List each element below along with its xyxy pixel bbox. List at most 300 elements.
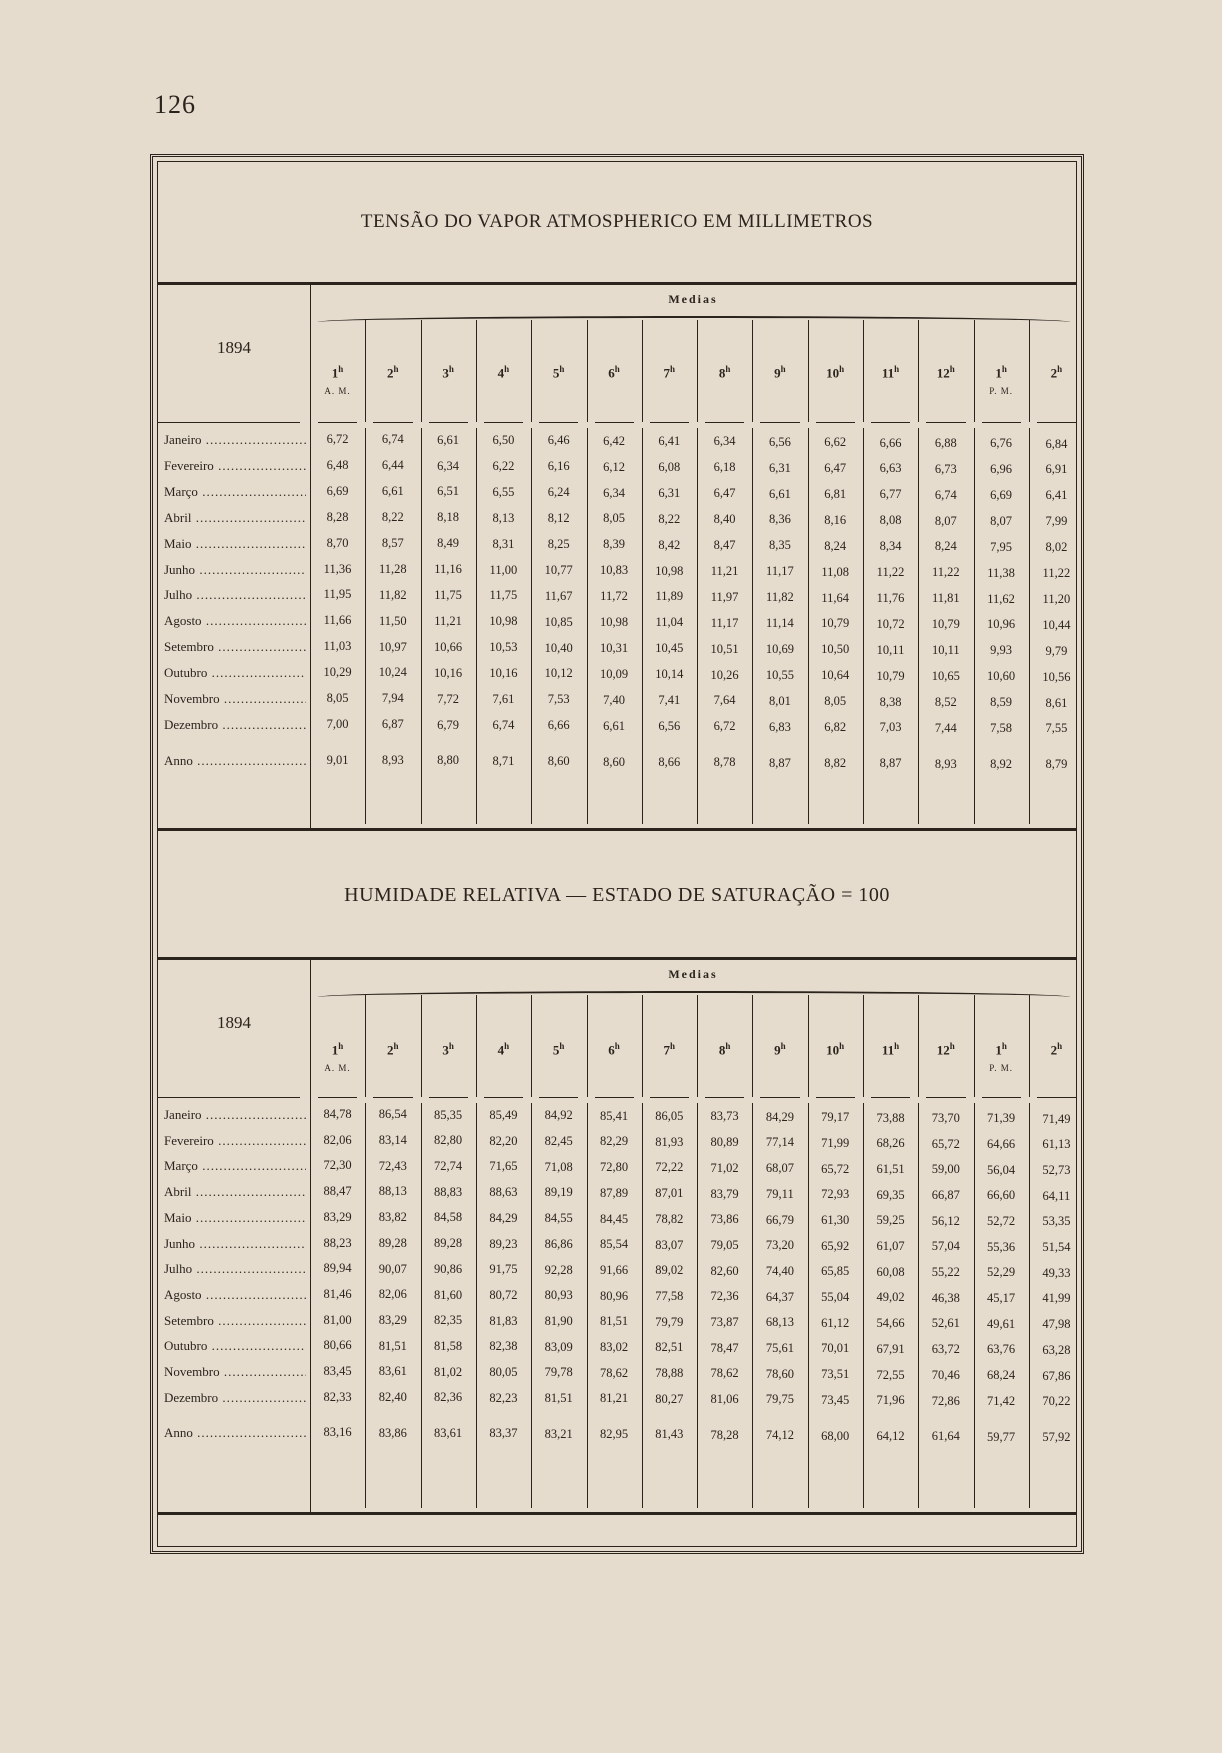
value-cell: 6,66 <box>547 718 570 733</box>
value-cell: 8,93 <box>381 753 404 768</box>
hour-suffix: h <box>1001 364 1007 374</box>
value-cell: 8,57 <box>381 535 404 550</box>
value-cell: 79,05 <box>710 1237 739 1252</box>
hour-number: 2 <box>1050 1042 1058 1058</box>
value-cell: 6,61 <box>768 486 791 501</box>
value-cell: 8,71 <box>492 753 515 768</box>
value-cell: 84,92 <box>544 1108 573 1123</box>
header-underline <box>429 1097 468 1098</box>
hour-number: 10 <box>826 1042 840 1058</box>
value-cell: 6,18 <box>713 460 736 475</box>
value-cell: 10,97 <box>378 639 407 654</box>
value-cell: 7,95 <box>990 539 1013 554</box>
hour-heading <box>587 1041 642 1058</box>
value-cell: 6,08 <box>658 459 681 474</box>
value-cell: 8,07 <box>990 513 1013 528</box>
value-cell: 8,28 <box>326 509 349 524</box>
value-cell: 65,72 <box>821 1161 850 1176</box>
value-cell: 8,79 <box>1045 757 1068 772</box>
value-cell: 79,11 <box>766 1186 794 1201</box>
vapor-table <box>158 282 1076 866</box>
value-cell: 10,24 <box>378 665 407 680</box>
value-cell: 78,82 <box>655 1211 684 1226</box>
month-row <box>158 1390 1076 1416</box>
row-label: Setembro ..... <box>164 1313 306 1329</box>
hour-number: 1 <box>995 365 1002 381</box>
value-cell: 8,78 <box>713 755 736 770</box>
hour-number: 1 <box>331 1042 339 1058</box>
month-row <box>158 484 1076 510</box>
value-cell: 10,29 <box>323 665 352 680</box>
row-label: Março ..... <box>164 484 306 500</box>
value-cell: 81,00 <box>323 1312 352 1327</box>
annual-row <box>158 1425 1076 1451</box>
year-label: 1894 <box>217 1013 251 1032</box>
value-cell: 49,61 <box>987 1316 1016 1331</box>
value-cell: 71,02 <box>710 1160 739 1175</box>
value-cell: 6,61 <box>381 484 404 499</box>
hour-heading <box>310 1041 365 1058</box>
value-cell: 8,16 <box>824 512 847 527</box>
row-label: Julho ..... <box>164 1261 306 1277</box>
value-cell: 60,08 <box>876 1264 905 1279</box>
value-cell: 10,60 <box>987 669 1016 684</box>
month-row <box>158 587 1076 613</box>
value-cell: 52,73 <box>1042 1162 1071 1177</box>
month-row <box>158 510 1076 536</box>
value-cell: 49,02 <box>876 1290 905 1305</box>
header-underline <box>926 422 965 423</box>
value-cell: 82,06 <box>323 1132 352 1147</box>
hour-number: 5 <box>552 365 560 381</box>
value-cell: 55,04 <box>821 1290 850 1305</box>
header-underline <box>318 422 357 423</box>
value-cell: 52,29 <box>987 1265 1016 1280</box>
value-cell: 8,42 <box>658 537 681 552</box>
value-cell: 56,04 <box>987 1162 1016 1177</box>
value-cell: 88,13 <box>378 1184 407 1199</box>
hour-number: 1 <box>331 365 339 381</box>
header-underline <box>760 1097 799 1098</box>
value-cell: 83,79 <box>710 1186 739 1201</box>
value-cell: 73,45 <box>821 1392 850 1407</box>
value-cell: 8,87 <box>768 755 791 770</box>
value-cell: 6,69 <box>326 483 349 498</box>
value-cell: 87,01 <box>655 1186 684 1201</box>
row-label: Janeiro ..... <box>164 432 306 448</box>
value-cell: 59,77 <box>987 1429 1016 1444</box>
value-cell: 10,98 <box>489 614 518 629</box>
row-label: Fevereiro ..... <box>164 458 306 474</box>
value-cell: 6,47 <box>713 486 736 501</box>
value-cell: 6,31 <box>768 460 791 475</box>
value-cell: 6,62 <box>824 435 847 450</box>
header-underline <box>816 422 855 423</box>
hour-suffix: h <box>448 1041 454 1051</box>
header-underline <box>650 422 689 423</box>
value-cell: 9,79 <box>1045 643 1068 658</box>
hour-number: 2 <box>387 1042 394 1058</box>
hour-heading <box>863 1041 918 1058</box>
value-cell: 11,03 <box>323 639 352 654</box>
value-cell: 6,76 <box>990 436 1013 451</box>
value-cell: 10,79 <box>821 616 850 631</box>
hour-heading <box>974 1041 1029 1058</box>
hour-number: 2 <box>1050 365 1058 381</box>
month-row <box>158 1133 1076 1159</box>
table-title-humidity: HUMIDADE RELATIVA — ESTADO DE SATURAÇÃO = 100 <box>344 884 890 906</box>
table-bottom-rule <box>158 1512 1076 1515</box>
value-cell: 10,40 <box>544 640 573 655</box>
value-cell: 8,01 <box>768 693 791 708</box>
value-cell: 85,49 <box>489 1108 518 1123</box>
value-cell: 10,12 <box>544 666 573 681</box>
value-cell: 8,24 <box>824 538 847 553</box>
hour-suffix: h <box>338 364 344 374</box>
header-underline <box>926 1097 965 1098</box>
value-cell: 72,80 <box>599 1160 629 1175</box>
value-cell: 8,93 <box>934 756 957 771</box>
value-cell: 67,86 <box>1042 1368 1071 1383</box>
header-underline <box>484 422 523 423</box>
row-label: Novembro ..... <box>164 691 306 707</box>
hour-suffix: h <box>393 364 399 374</box>
value-cell: 81,06 <box>710 1392 739 1407</box>
row-label: Julho ..... <box>164 587 306 603</box>
value-cell: 11,75 <box>434 588 462 603</box>
value-cell: 11,89 <box>655 589 684 604</box>
value-cell: 11,50 <box>378 613 407 628</box>
value-cell: 89,94 <box>323 1261 352 1276</box>
value-cell: 6,72 <box>713 719 736 734</box>
value-cell: 83,29 <box>323 1209 352 1224</box>
hour-suffix: h <box>1057 364 1063 374</box>
value-cell: 82,23 <box>489 1390 518 1405</box>
medias-brace <box>318 991 1070 997</box>
month-row <box>158 1184 1076 1210</box>
value-cell: 61,12 <box>821 1315 850 1330</box>
value-cell: 70,22 <box>1042 1394 1071 1409</box>
hour-heading <box>531 1041 586 1058</box>
value-cell: 7,72 <box>437 691 460 706</box>
month-row <box>158 536 1076 562</box>
row-label: Agosto ..... <box>164 1287 306 1303</box>
hour-heading <box>421 364 476 381</box>
hour-suffix: h <box>448 364 454 374</box>
hour-number: 8 <box>718 1042 726 1058</box>
value-cell: 90,07 <box>378 1261 407 1276</box>
value-cell: 8,80 <box>437 753 460 768</box>
value-cell: 89,02 <box>655 1263 684 1278</box>
value-cell: 82,35 <box>434 1313 463 1328</box>
value-cell: 55,36 <box>987 1239 1016 1254</box>
hour-number: 4 <box>497 365 505 381</box>
value-cell: 57,04 <box>931 1239 960 1254</box>
medias-label: Medias <box>668 967 718 981</box>
value-cell: 71,65 <box>489 1159 518 1174</box>
value-cell: 11,28 <box>378 561 407 576</box>
pm-label: P. M. <box>989 1063 1013 1073</box>
month-row <box>158 1236 1076 1262</box>
value-cell: 82,20 <box>489 1133 518 1148</box>
value-cell: 69,35 <box>876 1187 905 1202</box>
hour-suffix: h <box>559 364 565 374</box>
value-cell: 73,20 <box>765 1238 794 1253</box>
value-cell: 11,81 <box>931 591 960 606</box>
hour-number: 2 <box>387 365 394 381</box>
value-cell: 11,21 <box>710 563 739 578</box>
value-cell: 11,82 <box>766 590 794 605</box>
value-cell: 6,88 <box>934 435 957 450</box>
hour-number: 3 <box>442 365 449 381</box>
value-cell: 6,79 <box>437 717 460 732</box>
value-cell: 72,22 <box>655 1160 684 1175</box>
value-cell: 85,35 <box>434 1107 463 1122</box>
row-label: Dezembro ..... <box>164 1390 306 1406</box>
value-cell: 89,28 <box>378 1235 407 1250</box>
value-cell: 45,17 <box>987 1291 1016 1306</box>
value-cell: 7,64 <box>713 693 736 708</box>
value-cell: 84,78 <box>323 1107 352 1121</box>
month-row <box>158 1364 1076 1390</box>
value-cell: 6,63 <box>879 461 902 476</box>
hour-suffix: h <box>949 1041 955 1051</box>
value-cell: 8,34 <box>879 539 902 554</box>
month-row <box>158 1338 1076 1364</box>
value-cell: 6,34 <box>713 434 736 449</box>
value-cell: 79,75 <box>765 1392 794 1407</box>
value-cell: 80,05 <box>489 1365 518 1380</box>
month-row <box>158 1210 1076 1236</box>
value-cell: 6,82 <box>824 720 847 735</box>
value-cell: 6,55 <box>492 484 515 499</box>
value-cell: 81,43 <box>655 1427 684 1442</box>
value-cell: 72,86 <box>931 1393 960 1408</box>
value-cell: 81,51 <box>378 1338 407 1353</box>
value-cell: 77,58 <box>655 1288 684 1303</box>
header-underline <box>1037 1097 1076 1098</box>
row-label: Abril ..... <box>164 1184 306 1200</box>
row-label: Junho ..... <box>164 562 306 578</box>
month-row <box>158 432 1076 458</box>
value-cell: 10,83 <box>599 563 629 578</box>
value-cell: 10,65 <box>931 668 960 683</box>
month-row <box>158 1158 1076 1184</box>
value-cell: 8,36 <box>768 512 791 527</box>
value-cell: 89,28 <box>434 1236 463 1251</box>
value-cell: 6,41 <box>1045 488 1068 503</box>
value-cell: 78,60 <box>765 1366 794 1381</box>
value-cell: 81,46 <box>323 1286 352 1301</box>
hour-number: 12 <box>936 1042 950 1058</box>
header-underline <box>595 1097 634 1098</box>
row-label: Março ..... <box>164 1158 306 1174</box>
header-underline <box>760 422 799 423</box>
label-header-underline <box>158 1097 300 1098</box>
value-cell: 83,21 <box>544 1426 573 1441</box>
value-cell: 84,55 <box>544 1211 573 1226</box>
row-label: Outubro ..... <box>164 1338 306 1354</box>
value-cell: 79,79 <box>655 1314 684 1329</box>
value-cell: 11,62 <box>987 591 1015 606</box>
row-label: Outubro ..... <box>164 665 306 681</box>
value-cell: 88,63 <box>489 1185 518 1200</box>
value-cell: 11,95 <box>323 587 352 602</box>
hour-heading <box>1029 364 1084 381</box>
header-underline <box>429 422 468 423</box>
value-cell: 74,12 <box>765 1428 794 1443</box>
value-cell: 11,75 <box>489 588 518 603</box>
value-cell: 71,08 <box>544 1159 573 1174</box>
value-cell: 82,51 <box>655 1340 684 1355</box>
header-underline <box>705 422 744 423</box>
value-cell: 68,24 <box>987 1368 1016 1383</box>
value-cell: 11,67 <box>544 588 573 603</box>
value-cell: 10,31 <box>599 640 629 655</box>
month-row <box>158 717 1076 743</box>
value-cell: 6,16 <box>547 459 570 474</box>
value-cell: 83,29 <box>378 1312 407 1327</box>
value-cell: 82,38 <box>489 1339 518 1354</box>
value-cell: 83,02 <box>599 1340 629 1355</box>
value-cell: 8,70 <box>326 535 349 550</box>
value-cell: 8,13 <box>492 510 515 525</box>
value-cell: 81,02 <box>434 1364 463 1379</box>
value-cell: 8,25 <box>547 536 570 551</box>
hour-number: 9 <box>774 365 781 381</box>
hour-suffix: h <box>839 1041 845 1051</box>
value-cell: 64,37 <box>765 1289 794 1304</box>
hour-number: 7 <box>663 1042 671 1058</box>
value-cell: 8,59 <box>990 695 1013 710</box>
hour-suffix: h <box>614 1041 620 1051</box>
value-cell: 52,72 <box>987 1213 1016 1228</box>
value-cell: 10,51 <box>710 641 739 656</box>
value-cell: 74,40 <box>765 1263 794 1278</box>
value-cell: 84,29 <box>489 1210 518 1225</box>
value-cell: 11,00 <box>489 562 518 577</box>
value-cell: 80,66 <box>323 1338 352 1353</box>
value-cell: 61,64 <box>931 1429 960 1444</box>
value-cell: 78,28 <box>710 1427 739 1442</box>
value-cell: 82,36 <box>434 1390 463 1405</box>
value-cell: 81,60 <box>434 1287 463 1302</box>
value-cell: 6,41 <box>658 434 681 449</box>
pm-label: P. M. <box>989 386 1013 396</box>
value-cell: 91,66 <box>599 1262 629 1277</box>
month-row <box>158 665 1076 691</box>
value-cell: 11,20 <box>1042 591 1071 606</box>
value-cell: 11,04 <box>655 615 684 630</box>
row-label: Novembro ..... <box>164 1364 306 1380</box>
hour-number: 7 <box>663 365 671 381</box>
medias-brace <box>318 316 1070 322</box>
value-cell: 10,45 <box>655 641 684 656</box>
value-cell: 61,07 <box>876 1239 905 1253</box>
value-cell: 83,45 <box>323 1364 352 1378</box>
value-cell: 80,96 <box>599 1288 629 1303</box>
value-cell: 79,17 <box>821 1110 850 1125</box>
value-cell: 7,94 <box>381 691 404 706</box>
row-label: Maio ..... <box>164 1210 306 1226</box>
row-label: Janeiro ..... <box>164 1107 306 1123</box>
value-cell: 85,54 <box>599 1237 629 1252</box>
value-cell: 72,30 <box>323 1158 352 1173</box>
value-cell: 75,61 <box>765 1341 794 1356</box>
value-cell: 66,87 <box>931 1187 960 1202</box>
value-cell: 65,72 <box>931 1136 960 1151</box>
value-cell: 81,51 <box>599 1314 629 1329</box>
value-cell: 89,23 <box>489 1236 518 1251</box>
value-cell: 72,55 <box>876 1367 905 1382</box>
table-bottom-rule <box>158 828 1076 831</box>
value-cell: 65,85 <box>821 1264 850 1279</box>
value-cell: 11,17 <box>766 564 794 579</box>
value-cell: 68,07 <box>765 1161 794 1176</box>
value-cell: 8,35 <box>768 538 791 553</box>
value-cell: 72,36 <box>710 1289 739 1304</box>
value-cell: 8,61 <box>1045 695 1068 710</box>
table-frame <box>150 154 1084 1554</box>
value-cell: 88,83 <box>434 1184 463 1199</box>
value-cell: 10,64 <box>821 668 850 683</box>
row-label: Abril ..... <box>164 510 306 526</box>
value-cell: 6,50 <box>492 433 515 448</box>
value-cell: 65,92 <box>821 1238 850 1253</box>
value-cell: 81,83 <box>489 1313 518 1328</box>
value-cell: 6,73 <box>934 461 957 476</box>
hour-suffix: h <box>504 364 510 374</box>
value-cell: 10,55 <box>765 667 794 682</box>
header-underline <box>595 422 634 423</box>
value-cell: 63,72 <box>931 1342 960 1357</box>
table-inner-frame <box>157 161 1077 1547</box>
value-cell: 8,05 <box>824 694 847 709</box>
value-cell: 6,96 <box>990 462 1013 477</box>
value-cell: 81,93 <box>655 1134 684 1149</box>
hour-heading <box>642 1041 697 1058</box>
value-cell: 10,79 <box>931 617 960 632</box>
value-cell: 73,70 <box>931 1110 960 1125</box>
month-row <box>158 1107 1076 1133</box>
hour-suffix: h <box>949 364 955 374</box>
value-cell: 73,88 <box>876 1110 905 1125</box>
value-cell: 71,96 <box>876 1393 905 1408</box>
value-cell: 77,14 <box>765 1135 794 1150</box>
value-cell: 7,00 <box>326 716 349 731</box>
value-cell: 53,35 <box>1042 1214 1071 1229</box>
value-cell: 92,28 <box>544 1262 573 1277</box>
value-cell: 7,44 <box>934 720 957 735</box>
header-underline <box>373 422 412 423</box>
value-cell: 6,84 <box>1045 436 1068 451</box>
value-cell: 9,93 <box>990 643 1013 658</box>
row-label: Fevereiro ..... <box>164 1133 306 1149</box>
value-cell: 41,99 <box>1042 1291 1071 1306</box>
hour-suffix: h <box>559 1041 565 1051</box>
value-cell: 7,40 <box>603 692 625 707</box>
value-cell: 54,66 <box>876 1316 905 1331</box>
hour-suffix: h <box>1001 1041 1007 1051</box>
header-underline <box>1037 422 1076 423</box>
hour-heading <box>476 1041 531 1058</box>
hour-heading <box>365 364 420 381</box>
value-cell: 11,38 <box>987 565 1015 580</box>
value-cell: 11,97 <box>710 589 739 604</box>
value-cell: 52,61 <box>931 1316 960 1331</box>
value-cell: 6,83 <box>768 719 791 734</box>
value-cell: 82,06 <box>378 1287 407 1302</box>
